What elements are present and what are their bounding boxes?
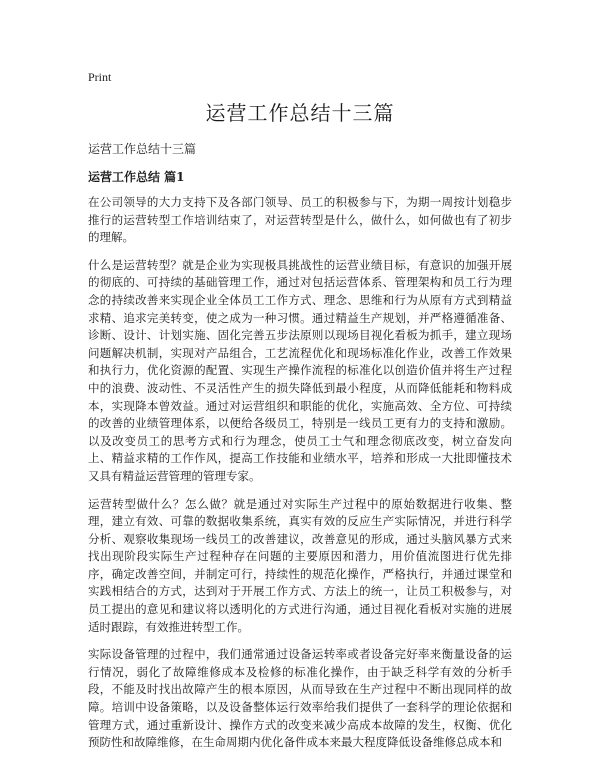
paragraph-how-to-transform: 运营转型做什么？怎么做？就是通过对实际生产过程中的原始数据进行收集、整理，建立有效、可靠的数据收集系统，真实有效的反应生产实际情况，并进行科学分析、观察收集现场一线员工的改善建议，改善意见的形成，通过头脑风暴方式来找出现阶段实际生产过程种存在问题的主要原因和潜力，用价值流图进行优先排序，确定改善空间，并制定可行，持续性的规范化操作，严格执行，并通过课堂和实践相结合的方式，达到对于开展工作方式、方法上的统一，让员工积极参与，对员工提出的意见和建议将以透明化的方式进行沟通，通过目视化看板对实施的进展适时跟踪，有效推进转型工作。 (88, 496, 512, 634)
section-heading: 运营工作总结 篇1 (88, 170, 185, 184)
paragraph-equipment-management: 实际设备管理的过程中，我们通常通过设备运转率或者设备完好率来衡量设备的运行情况，弱化了故障维修成本及检修的标准化操作，由于缺乏科学有效的分析手段，不能及时找出故障产生的根本原因，从而导致在生产过程中不断出现同样的故障。培训中设备策略，以及设备整体运行效率给我们提供了一套科学的理论依据和管理方式，通过重新设计、操作方式的改变来减少高成本故障的发生，权衡、优化预防性和故障维修，在生命周期内优化备件成本来最大程度降低设备维修总成本和 (88, 647, 512, 750)
document-subtitle: 运营工作总结十三篇 (88, 142, 197, 156)
print-link[interactable]: Print (88, 70, 112, 84)
paragraph-intro: 在公司领导的大力支持下及各部门领导、员工的积极参与下，为期一周按计划稳步推行的运营转型工作培训结束了，对运营转型是什么，做什么，如何做也有了初步的理解。 (88, 195, 512, 245)
page-title: 运营工作总结十三篇 (205, 101, 395, 125)
paragraph-what-is-transformation: 什么是运营转型？就是企业为实现极具挑战性的运营业绩目标，有意识的加强开展的彻底的、可持续的基础管理工作，通过对包括运营体系、管理架构和员工行为理念的持续改善来实现企业全体员工工作方式、理念、思维和行为从原有方式到精益求精、追求完美转变，使之成为一种习惯。通过精益生产规划，并严格遵循准备、诊断、设计、计划实施、固化完善五步法原则以现场目视化看板为抓手，建立现场问题解决机制，实现对产品组合，工艺流程优化和现场标准化作业，改善工作效果和执行力，优化资源的配置、实现生产操作流程的标准化以创造价值并将生产过程中的浪费、波动性、不灵活性产生的损失降低到最小程度，从而降低能耗和物料成本，实现降本曾效益。通过对运营组织和职能的优化，实施高效、全方位、可持续的改善的业绩管理体系，以便给各级员工，特别是一线员工更有力的支持和激励。以及改变员工的思考方式和行为理念，使员工士气和理念彻底改变，树立奋发向上、精益求精的工作作风，提高工作技能和业绩水平，培养和形成一大批即懂技术又具有精益运营管理的管理专家。 (88, 257, 512, 483)
